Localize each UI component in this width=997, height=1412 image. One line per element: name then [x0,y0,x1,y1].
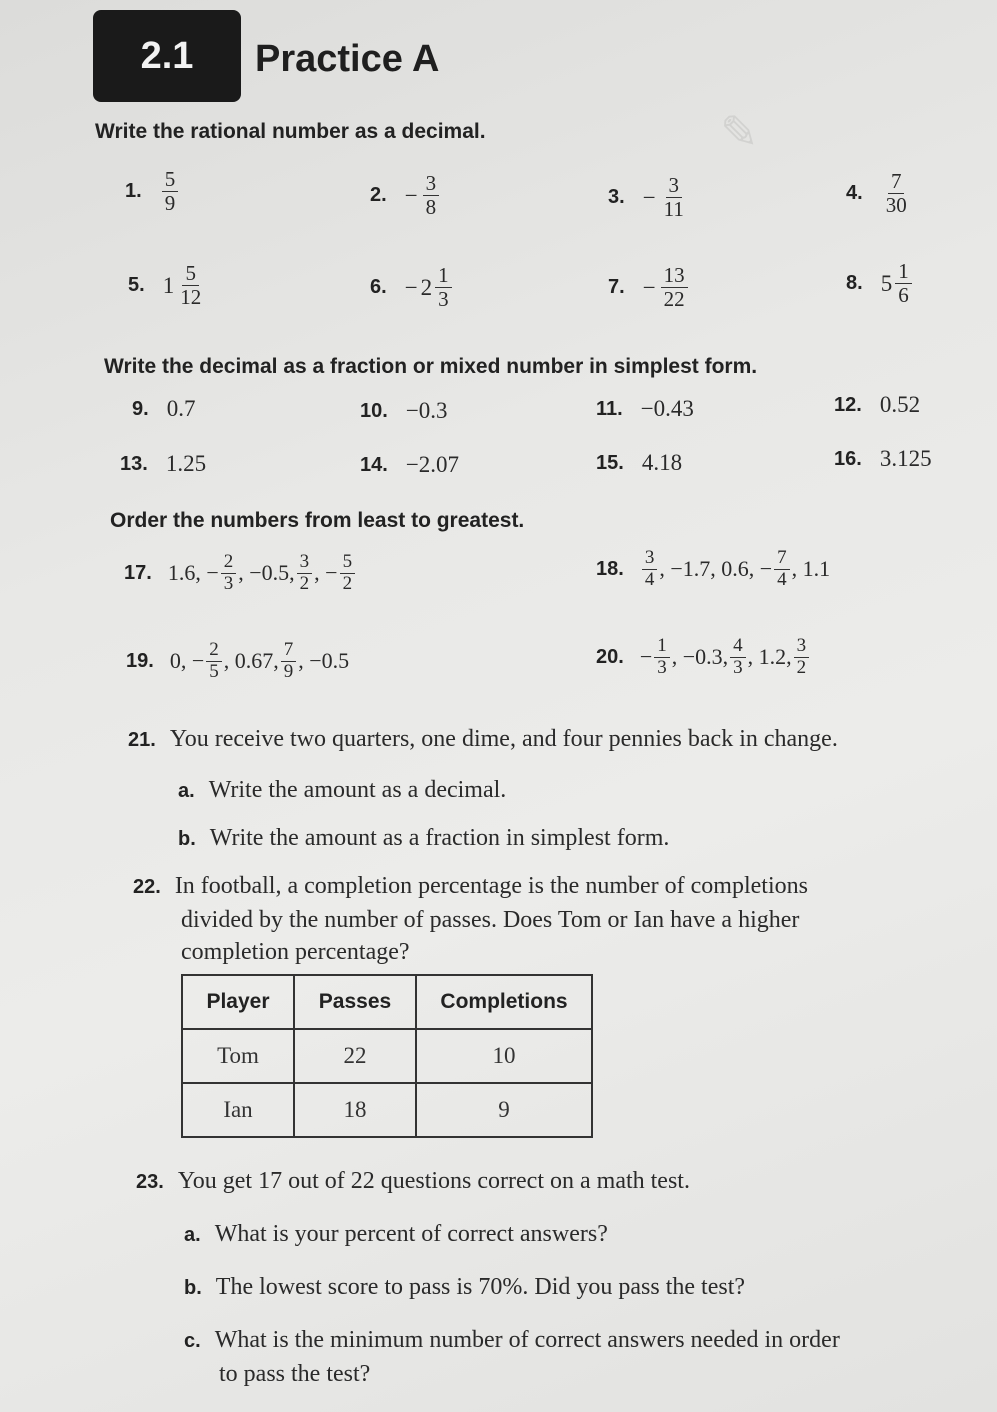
fraction: $\frac{1}{6}$ [895,260,912,307]
fraction: $\frac{3}{8}$ [423,172,440,219]
problem-19: 19. 0, − $\frac{2}{5}$ , 0.67, $\frac{7}{9}$ , −0.5 [126,639,350,682]
problem-17: 17. 1.6, − $\frac{2}{3}$ , −0.5, $\frac{3}{2}$ , − $\frac{5}{2}$ [124,552,357,595]
section-3-instruction: Order the numbers from least to greatest. [110,509,525,532]
fraction: $\frac{5}{2}$ [340,552,356,595]
problem-16: 16. 3.125 [834,446,932,471]
problem-21: 21. You receive two quarters, one dime, and four pennies back in change. [128,726,838,752]
problem-10: 10. −0.3 [360,398,448,423]
cell-completions: 10 [416,1029,592,1083]
problem-21a: a. Write the amount as a decimal. [178,777,507,803]
fraction: $\frac{1}{3}$ [435,264,452,311]
problem-18: 18. $\frac{3}{4}$ , −1.7, 0.6, − $\frac{7}{4}$ , 1.1 [596,547,831,590]
cell-completions: 9 [416,1083,592,1137]
problem-22: 22. In football, a completion percentage is the number of completions [133,873,808,899]
fraction: $\frac{2}{3}$ [221,552,237,595]
problem-6: 6. − 2 $\frac{1}{3}$ [370,264,454,311]
problem-13: 13. 1.25 [120,451,207,476]
cell-passes: 22 [294,1029,416,1083]
problem-11: 11. −0.43 [596,396,694,421]
fraction: $\frac{3}{11}$ [663,173,684,222]
fraction: $\frac{3}{2}$ [297,552,313,595]
fraction: $\frac{3}{2}$ [794,636,810,679]
fraction: $\frac{1}{3}$ [654,636,670,679]
problem-2: 2. − $\frac{3}{8}$ [370,172,441,219]
problem-14: 14. −2.07 [360,452,460,477]
fraction: $\frac{7}{4}$ [774,548,790,591]
problem-22-line-2: divided by the number of passes. Does Tom or Ian have a higher [181,907,800,933]
fraction: $\frac{7}{30}$ [885,169,907,218]
fraction: $\frac{13}{22}$ [661,264,688,311]
problem-23a: a. What is your percent of correct answers? [184,1221,608,1247]
problem-23b: b. The lowest score to pass is 70%. Did you pass the test? [184,1274,746,1300]
problem-23: 23. You get 17 out of 22 questions correct on a math test. [136,1168,690,1194]
header-passes: Passes [294,975,416,1029]
problem-7: 7. − $\frac{13}{22}$ [608,264,690,311]
table-row [182,1083,592,1137]
cell-player: Ian [182,1083,294,1137]
fraction: $\frac{2}{5}$ [206,640,222,683]
problem-9: 9. 0.7 [132,396,196,421]
problem-12: 12. 0.52 [834,392,921,417]
fraction: $\frac{7}{9}$ [281,640,297,683]
cell-passes: 18 [294,1083,416,1137]
problem-1: 1. $\frac{5}{9}$ [125,168,180,215]
table-header-row [182,975,592,1029]
problem-23c: c. What is the minimum number of correct answers needed in order [184,1327,840,1353]
page-title: Practice A [255,38,440,80]
fraction: $\frac{4}{3}$ [730,636,746,679]
problem-20: 20. − $\frac{1}{3}$ , −0.3, $\frac{4}{3}$ , 1.2, $\frac{3}{2}$ [596,636,811,679]
fraction: $\frac{5}{12}$ [180,261,202,310]
cell-player: Tom [182,1029,294,1083]
header-player: Player [182,975,294,1029]
section-1-instruction: Write the rational number as a decimal. [95,120,486,143]
problem-3: 3. − $\frac{3}{11}$ [608,174,689,221]
section-2-instruction: Write the decimal as a fraction or mixed number in simplest form. [104,355,758,378]
problem-8: 8. 5 $\frac{1}{6}$ [846,260,914,307]
problem-22-line-3: completion percentage? [181,939,410,965]
problem-15: 15. 4.18 [596,450,683,475]
problem-23c-line-2: to pass the test? [219,1361,371,1387]
problem-5: 5. 1 $\frac{5}{12}$ [128,262,206,309]
fraction: $\frac{3}{4}$ [642,548,658,591]
table-row [182,1029,592,1083]
section-badge: 2.1 [93,10,241,102]
passes-table [181,974,593,1138]
problem-4: 4. $\frac{7}{30}$ [846,170,912,217]
problem-21b: b. Write the amount as a fraction in simplest form. [178,825,670,851]
fraction: $\frac{5}{9}$ [162,168,179,215]
header-completions: Completions [416,975,592,1029]
pencil-scribble-icon: ✎ [720,105,759,159]
